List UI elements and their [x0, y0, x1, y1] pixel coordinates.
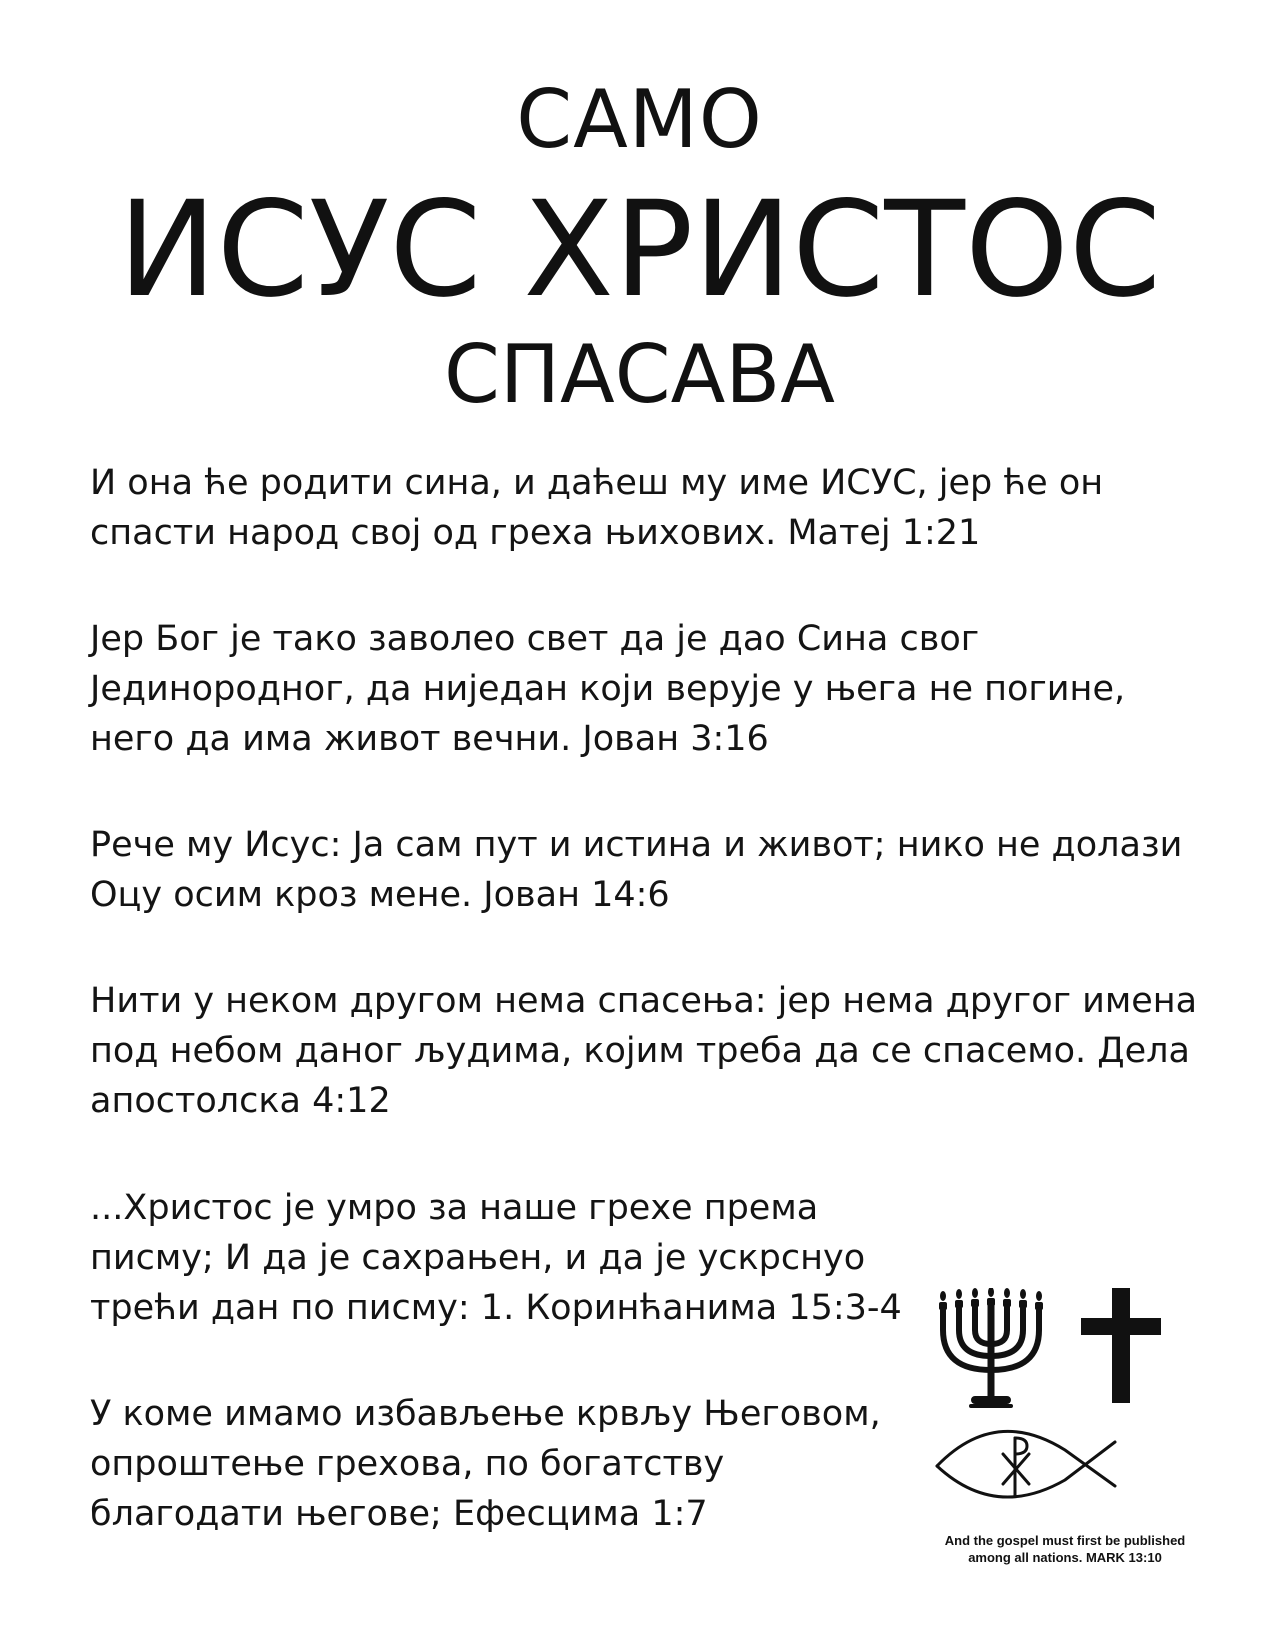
- verse-ephesians-1-7: У коме имамо избављење крвљу Његовом, опроштење грехова, по богатству благодати његове; Ефесцима 1:7: [90, 1394, 881, 1534]
- verse-matthew-1-21: И она ће родити сина, и даћеш му име ИСУС, јер ће он спасти народ свој од греха њихових. Матеј 1:21: [90, 463, 1104, 553]
- faith-symbols: [935, 1288, 1195, 1528]
- verse-john-3-16: Јер Бог је тако заволео свет да је дао Сина свог Јединородног, да ниједан који верује у њега не погине, него да има живот вечни. Јован 3:16: [90, 619, 1126, 759]
- verse-acts-4-12: Нити у неком другом нема спасења: јер нема другог имена под небом даног људима, којим треба да се спасемо. Дела апостолска 4:12: [90, 981, 1198, 1121]
- title-line-2: ИСУС ХРИСТОС: [117, 173, 1162, 327]
- caption-line-2: among all nations. MARK 13:10: [968, 1550, 1162, 1565]
- menorah-icon: [939, 1288, 1043, 1406]
- title-line-1: САМО: [516, 73, 763, 166]
- verse-john-14-6: Рече му Исус: Ја сам пут и истина и живот; нико не долази Оцу осим кроз мене. Јован 14:6: [90, 825, 1183, 915]
- ichthys-chi-rho-icon: [937, 1431, 1115, 1497]
- mark-13-10-caption: [905, 1532, 1225, 1566]
- caption-line-1: And the gospel must first be published: [944, 1533, 1186, 1548]
- cross-icon: [1081, 1288, 1161, 1403]
- title-line-3: СПАСАВА: [444, 328, 835, 421]
- verse-1-corinthians-15-3-4: ...Христос је умро за наше грехе према писму; И да је сахрањен, и да је ускрснуо трећи дан по писму: 1. Коринћанима 15:3-4: [90, 1188, 902, 1328]
